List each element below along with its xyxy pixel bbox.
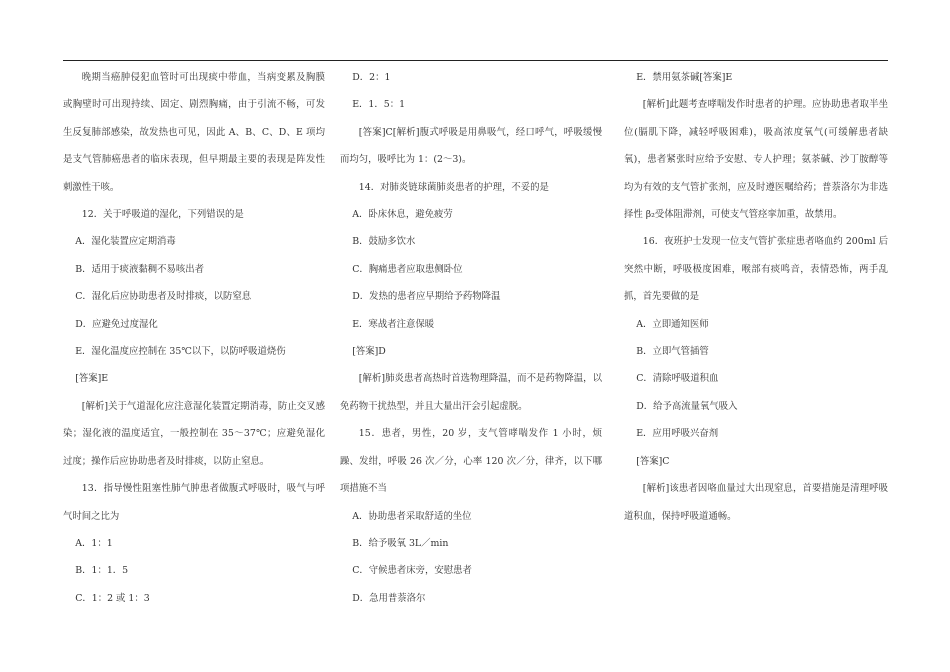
text-paragraph: 15．患者，男性，20 岁，支气管哮喘发作 1 小时，烦躁、发绀，呼吸 26 次／分，心率 120 次／分，律齐，以下哪项措施不当	[340, 428, 602, 495]
option-line: E．应用呼吸兴奋剂	[636, 428, 719, 440]
option-line: A．协助患者采取舒适的坐位	[352, 510, 472, 522]
text-paragraph: 16．夜班护士发现一位支气管扩张症患者咯血约 200ml 后突然中断，呼吸极度困难，喉部有痰鸣音，表情恐怖，两手乱抓，首先要做的是	[624, 236, 888, 303]
column-middle	[340, 64, 602, 612]
text-paragraph: [解析]该患者因咯血量过大出现窒息，首要措施是清理呼吸道积血，保持呼吸道通畅。	[624, 483, 888, 522]
option-line: [答案]D	[352, 346, 386, 358]
option-line: C．1：2 或 1：3	[75, 592, 150, 604]
text-paragraph: 12．关于呼吸道的湿化，下列错误的是	[81, 209, 244, 221]
text-paragraph: [解析]此题考查哮喘发作时患者的护理。应协助患者取半坐位(膈肌下降，减轻呼吸困难)，吸高浓度氧气(可缓解患者缺氧)，患者紧张时应给予安慰、专人护理；氨茶碱、沙丁胺醇等均为有效的支气管扩张剂，应及时遵医嘱给药；普萘洛尔为非选择性 β₂受体阻滞剂，可使支气管痉挛加重，故禁用。	[624, 99, 888, 221]
header-rule	[63, 60, 888, 61]
option-line: D．应避免过度湿化	[75, 318, 158, 330]
text-paragraph: 晚期当癌肿侵犯血管时可出现痰中带血，当病变累及胸膜或胸壁时可出现持续、固定、剧烈胸痛，由于引流不畅，可发生反复肺部感染，故发热也可见，因此 A、B、C、D、E 项均是支气管肺癌患者的临床表现，但早期最主要的表现是阵发性刺激性干咳。	[63, 72, 325, 193]
option-line: C．清除呼吸道积血	[636, 373, 719, 385]
option-line: B．给予吸氧 3L／min	[352, 537, 449, 549]
option-line: B．适用于痰液黏稠不易咳出者	[75, 263, 204, 275]
text-paragraph: [解析]肺炎患者高热时首选物理降温，而不是药物降温，以免药物干扰热型，并且大量出汗会引起虚脱。	[340, 373, 602, 412]
option-line: B．1：1．5	[75, 565, 129, 577]
option-line: [答案]E	[75, 373, 109, 385]
text-paragraph: 14．对肺炎链球菌肺炎患者的护理，不妥的是	[358, 181, 549, 193]
column-left	[63, 64, 325, 612]
option-line: A．湿化装置应定期消毒	[75, 236, 176, 248]
option-line: B．鼓励多饮水	[352, 236, 416, 248]
column-right	[624, 64, 888, 530]
option-line: B．立即气管插管	[636, 346, 709, 358]
option-line: D．给予高流量氧气吸入	[636, 400, 738, 412]
option-line: E．湿化温度应控制在 35℃以下，以防呼吸道烧伤	[75, 346, 286, 358]
text-paragraph: 13．指导慢性阻塞性肺气肿患者做腹式呼吸时，吸气与呼气时间之比为	[63, 483, 325, 522]
option-line: C．守候患者床旁，安慰患者	[352, 565, 472, 577]
option-line: [答案]C	[636, 455, 670, 467]
option-line: D．急用普萘洛尔	[352, 592, 426, 604]
option-line: E．1．5：1	[352, 99, 406, 111]
option-line: D．2：1	[352, 72, 391, 83]
option-line: E．寒战者注意保暖	[352, 318, 435, 330]
option-line: D．发热的患者应早期给予药物降温	[352, 291, 501, 303]
text-paragraph: [答案]C[解析]腹式呼吸是用鼻吸气，经口呼气，呼吸缓慢而均匀，吸呼比为 1：(2～3)。	[340, 126, 602, 166]
text-paragraph: [解析]关于气道湿化应注意湿化装置定期消毒，防止交叉感染；湿化液的温度适宜，一般控制在 35～37℃；应避免湿化过度；操作后应协助患者及时排痰，以防止窒息。	[63, 400, 325, 467]
option-line: C．胸痛患者应取患侧卧位	[352, 263, 463, 275]
option-line: A．1：1	[75, 537, 113, 549]
option-line: A．卧床休息，避免疲劳	[352, 209, 453, 221]
option-line: A．立即通知医师	[636, 318, 709, 330]
option-line: E．禁用氨茶碱[答案]E	[636, 72, 733, 83]
option-line: C．湿化后应协助患者及时排痰，以防窒息	[75, 291, 252, 303]
